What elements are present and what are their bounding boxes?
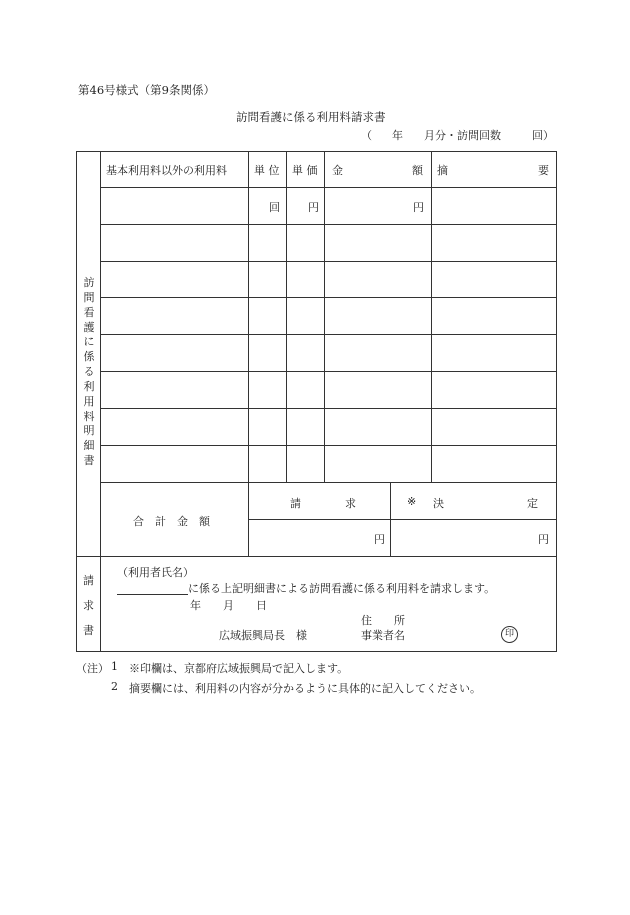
table-row[interactable] [101, 372, 248, 408]
claim-date: 年 月 日 [190, 599, 267, 612]
decision-mark: ※ [407, 495, 417, 508]
addressee: 広域振興局長 様 [219, 629, 307, 642]
table-row[interactable] [101, 298, 248, 334]
unit-price-yen-label: 円 [308, 201, 319, 214]
table-row[interactable] [101, 335, 248, 371]
user-name-label: （利用者氏名） [117, 566, 194, 579]
header-item: 基本利用料以外の利用料 [106, 164, 227, 177]
address-label: 住 所 [361, 614, 405, 627]
claim-header: 請 求 [290, 497, 356, 510]
period-open: （ [361, 129, 372, 142]
period-year: 年 [392, 129, 403, 142]
note-1-text: ※印欄は、京都府広域振興局で記入します。 [129, 662, 349, 675]
note-2-number: 2 [111, 680, 118, 693]
claim-side-char-2: 求 [83, 599, 94, 612]
seal-stamp: 印 [501, 626, 518, 643]
table-row[interactable] [101, 409, 248, 445]
notes-label: （注） [76, 662, 109, 675]
table-row[interactable] [101, 446, 248, 482]
decision-left: 決 [433, 497, 444, 510]
claim-side-char-3: 書 [83, 624, 94, 637]
document-title: 訪問看護に係る利用料請求書 [236, 110, 386, 124]
note-2-text: 摘要欄には、利用料の内容が分かるように具体的に記入してください。 [129, 682, 481, 695]
decision-right: 定 [527, 497, 538, 510]
header-amount-left: 金 [332, 164, 343, 177]
header-amount-right: 額 [412, 164, 423, 177]
claim-yen-label: 円 [374, 533, 385, 546]
table-row[interactable] [101, 262, 248, 297]
claim-statement: に係る上記明細書による訪問看護に係る利用料を請求します。 [188, 582, 496, 595]
period-month-label: 月分・訪問回数 [424, 129, 501, 142]
period-times: 回） [532, 129, 554, 142]
form-number: 第46号様式（第9条関係） [78, 83, 215, 97]
business-name-label: 事業者名 [361, 629, 405, 642]
unit-times-label: 回 [269, 201, 280, 214]
table-row[interactable] [101, 225, 248, 261]
user-name-field[interactable] [117, 580, 188, 595]
claim-side-char-1: 請 [83, 574, 94, 587]
table-row[interactable] [101, 188, 248, 224]
note-1-number: 1 [111, 660, 118, 673]
detail-side-label: 訪問看護に係る利用料明細書 [83, 276, 95, 468]
total-amount-label: 合 計 金 額 [133, 515, 210, 528]
decision-yen-label: 円 [538, 533, 549, 546]
header-unit-price: 単 価 [292, 164, 318, 177]
header-unit: 単 位 [254, 164, 280, 177]
header-remarks-right: 要 [538, 164, 549, 177]
amount-yen-label: 円 [413, 201, 424, 214]
header-remarks-left: 摘 [437, 164, 448, 177]
